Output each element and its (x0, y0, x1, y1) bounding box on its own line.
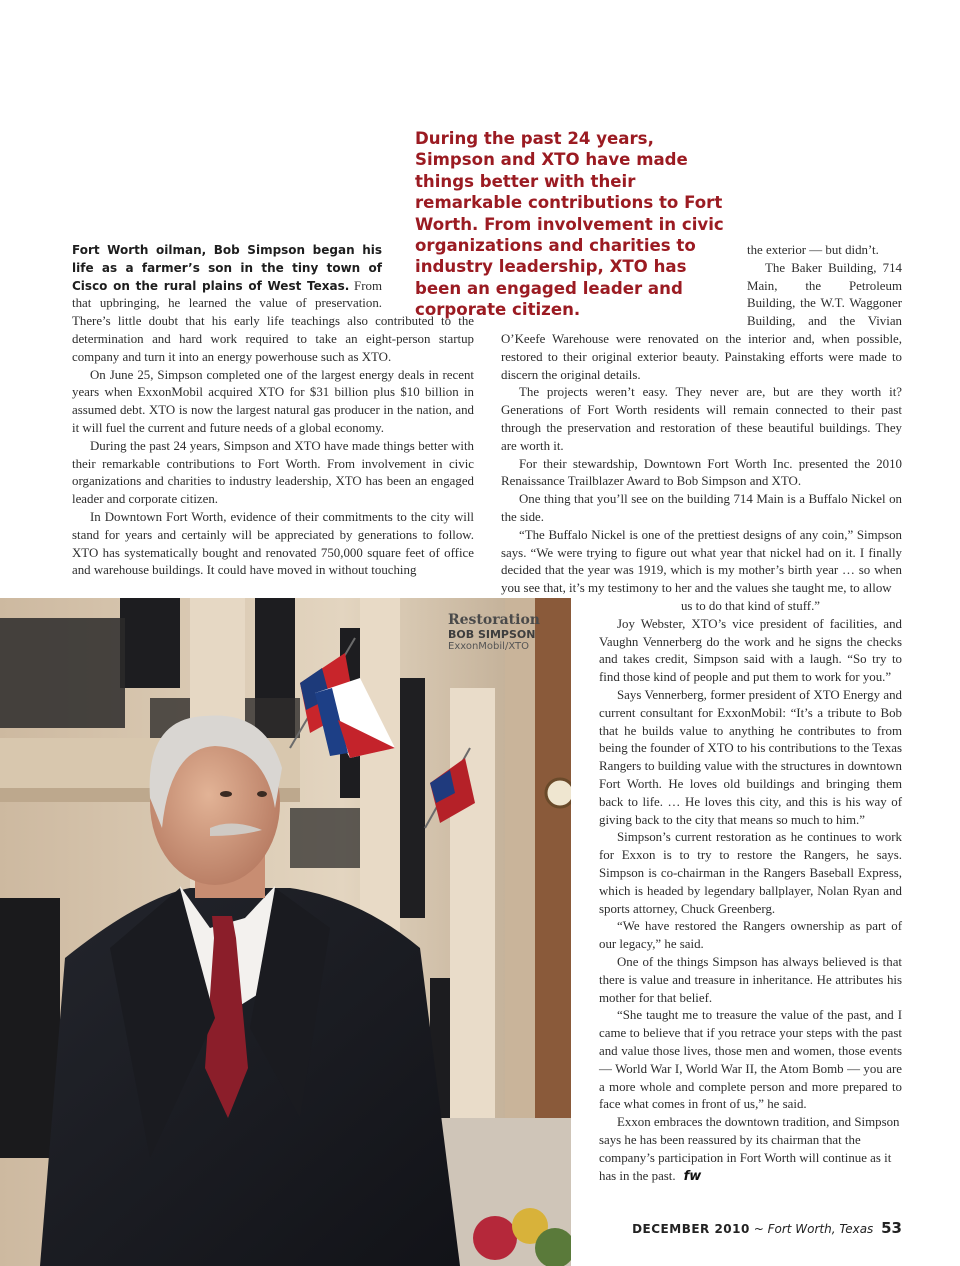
article-column-3 (599, 598, 902, 1185)
paragraph: Joy Webster, XTO’s vice president of facilities, and Vaughn Vennerberg do the work and he signs the checks and takes credit, Simpson said with a laugh. “So try to find those kind of people and put them to work for you.” (599, 616, 902, 685)
page-footer (632, 1219, 902, 1237)
paragraph: Says Vennerberg, former president of XTO Energy and current consultant for ExxonMobil: “It’s a tribute to Bob that he builds value to anything he contributes to from being the founder of XTO to his contributions to the Texas Rangers to building value with the structures in downtown Fort Worth. He loves old buildings and bringing them back to life. … He loves this city, and this is his way of giving back to the city that means so much to him.” (599, 687, 902, 827)
paragraph: In Downtown Fort Worth, evidence of their commitments to the city will stand for years and certainly will be appreciated by generations to follow. XTO has systematically bought and renovated 750,000 square feet of office and warehouse buildings. It could have moved in without touching (72, 509, 474, 578)
paragraph: The Baker Building, 714 Main, the Petroleum Building, the W.T. Waggoner Building, and the Vivian O’Keefe Warehouse were renovated on the interior and, when possible, restored to their original exterior beauty. Painstaking efforts were made to discern the original details. (501, 260, 902, 382)
lead-rest-text: From that upbringing, he learned the value of preservation. There’s little doubt that his early life teachings also contributed to the determination and hard work required to take an eight-person startup company and turn it into an energy powerhouse such as XTO. (72, 278, 474, 364)
caption-name: BOB SIMPSON (448, 628, 536, 641)
footer-issue-date: DECEMBER 2010 (632, 1222, 750, 1236)
lead-bold-text: Fort Worth oilman, Bob Simpson began his life as a farmer’s son in the tiny town of Cisco on the rural plains of West Texas. (72, 243, 382, 293)
end-mark: fw (683, 1168, 702, 1184)
page-number: 53 (881, 1219, 902, 1237)
pull-quote: During the past 24 years, Simpson and XTO have made things better with their remarkable contributions to Fort Worth. From involvement in civic organizations and charities to industry leadership, XTO has been an engaged leader and corporate citizen. (415, 129, 724, 320)
footer-publication: Fort Worth, Texas (767, 1222, 874, 1236)
paragraph: During the past 24 years, Simpson and XTO have made things better with their remarkable contributions to Fort Worth. From involvement in civic organizations and charities to industry leadership, XTO has been an engaged leader and corporate citizen. (72, 438, 474, 507)
article-column-1 (72, 242, 474, 580)
photo-bob-simpson (0, 598, 571, 1266)
photo-caption (448, 612, 540, 652)
caption-credit: ExxonMobil/XTO (448, 641, 529, 652)
final-paragraph-text: Exxon embraces the downtown tradition, and Simpson says he has been reassured by its chairman that the company’s participation in Fort Worth will continue as it has in the past. (599, 1115, 900, 1183)
paragraph-continuation: us to do that kind of stuff.” (680, 599, 821, 613)
paragraph (599, 1114, 902, 1185)
paragraph: On June 25, Simpson completed one of the largest energy deals in recent years when ExxonMobil acquired XTO for $31 billion plus $10 billion in assumed debt. XTO is now the largest natural gas producer in the nation, and it will fuel the current and future needs of a global economy. (72, 367, 474, 435)
photo-illustration (0, 598, 571, 1266)
footer-separator: ~ (753, 1222, 764, 1236)
article-column-2 (501, 242, 902, 598)
paragraph: “She taught me to treasure the value of the past, and I came to believe that if you retrace your steps with the past and value those lives, those men and women, those events — World War I, World War II, the Atom Bomb — you are a more whole and complete person and more prepared to face what comes in front of us,” he said. (599, 1008, 902, 1112)
paragraph: Simpson’s current restoration as he continues to work for Exxon is to try to restore the Rangers, he says. Simpson is co-chairman in the Rangers Baseball Express, which is headed by legendary ballplayer, Nolan Ryan and sports attorney, Chuck Greenberg. (599, 830, 902, 916)
paragraph: “We have restored the Rangers ownership as part of our legacy,” he said. (599, 919, 902, 952)
paragraph: “The Buffalo Nickel is one of the prettiest designs of any coin,” Simpson says. “We were trying to figure out what year that nickel had on it. I finally decided that the year was 1919, which is my mother’s birth year … so when you see that, it’s my testimony to her and the values she taught me, to allow (501, 527, 902, 596)
paragraph: For their stewardship, Downtown Fort Worth Inc. presented the 2010 Renaissance Trailblazer Award to Bob Simpson and XTO. (501, 456, 902, 489)
caption-title: Restoration (448, 612, 540, 628)
paragraph: One of the things Simpson has always believed is that there is value and treasure in inheritance. He attributes his mother for that belief. (599, 954, 902, 1005)
paragraph-continuation: the exterior — but didn’t. (747, 243, 879, 257)
paragraph: The projects weren’t easy. They never are, but are they worth it? Generations of Fort Worth residents will remain connected to their past through the preservation and restoration of these beautiful buildings. They are worth it. (501, 385, 902, 453)
paragraph: One thing that you’ll see on the building 714 Main is a Buffalo Nickel on the side. (501, 492, 902, 524)
